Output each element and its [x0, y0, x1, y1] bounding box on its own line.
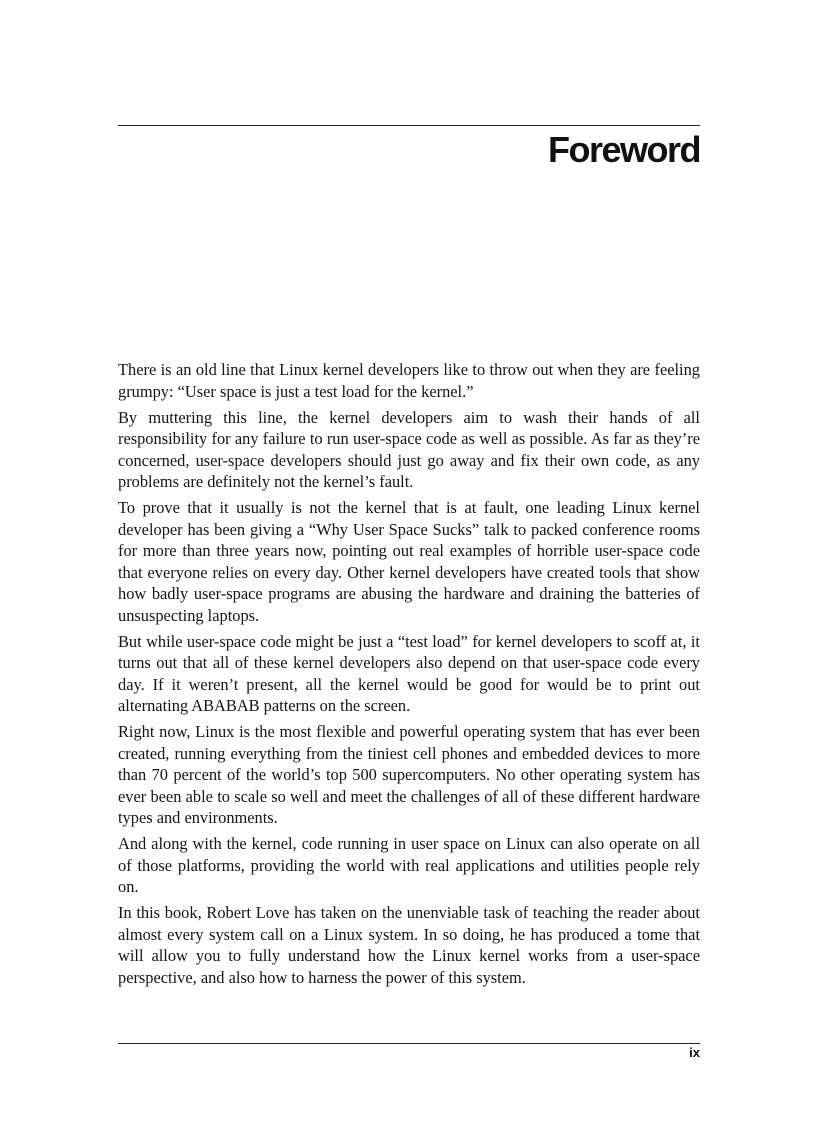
paragraph: Right now, Linux is the most flexible and powerful operating system that has ever been created, running everything from the tiniest cell phones and embedded devices to more than 70 percent of the world’s top 500 supercomputers. No other operating system has ever been able to scale so well and meet the challenges of all of these different hardware types and environments. [118, 722, 700, 827]
paragraph: By muttering this line, the kernel developers aim to wash their hands of all responsibility for any failure to run user-space code as well as possible. As far as they’re concerned, user-space developers should just go away and fix their own code, as any problems are definitely not the kernel’s fault. [118, 407, 700, 491]
body-text [118, 359, 700, 993]
paragraph: To prove that it usually is not the kernel that is at fault, one leading Linux kernel developer has been giving a “Why User Space Sucks” talk to packed conference rooms for more than three years now, pointing out real examples of horrible user-space code that everyone relies on every day. Other kernel developers have created tools that show how badly user-space programs are abusing the hardware and draining the batteries of unsuspecting laptops. [118, 498, 700, 625]
bottom-rule [118, 1043, 700, 1044]
paragraph: But while user-space code might be just a “test load” for kernel developers to scoff at, it turns out that all of these kernel developers also depend on that user-space code every day. If it weren’t present, all the kernel would be good for would be to print out alternating ABABAB patterns on the screen. [118, 631, 700, 715]
paragraph: In this book, Robert Love has taken on the unenviable task of teaching the reader about almost every system call on a Linux system. In so doing, he has produced a tome that will allow you to fully understand how the Linux kernel works from a user-space perspective, and also how to harness the power of this system. [118, 903, 700, 987]
paragraph: There is an old line that Linux kernel developers like to throw out when they are feeling grumpy: “User space is just a test load for the kernel.” [118, 360, 700, 401]
paragraph: And along with the kernel, code running in user space on Linux can also operate on all of those platforms, providing the world with real applications and utilities people rely on. [118, 834, 700, 896]
page-number: ix [689, 1045, 700, 1060]
chapter-title: Foreword [547, 129, 700, 170]
top-rule [118, 125, 700, 126]
